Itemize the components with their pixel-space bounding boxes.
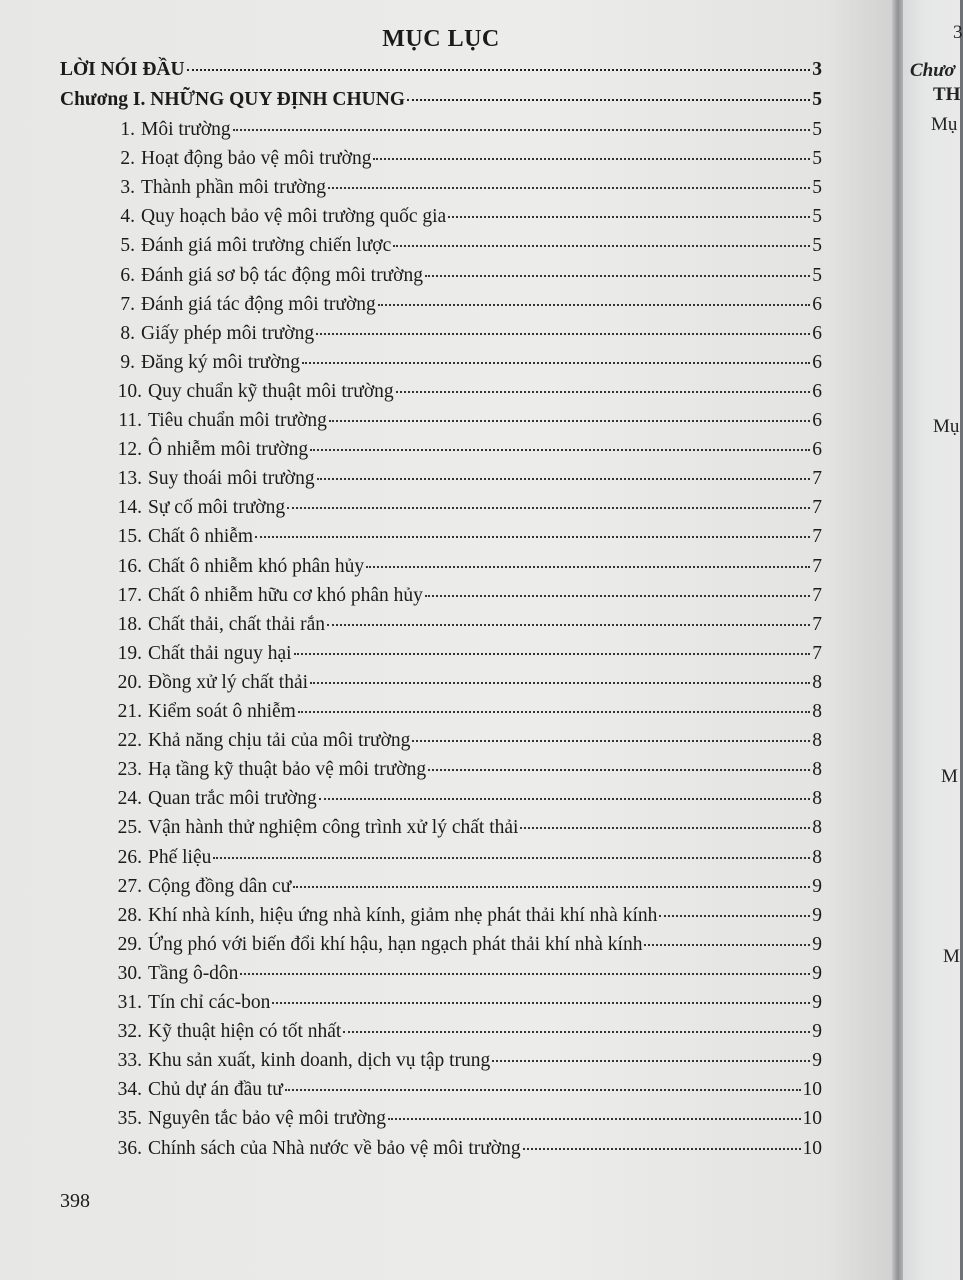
toc-entry-label — [106, 1049, 490, 1073]
toc-entry[interactable] — [106, 729, 822, 753]
toc-entry-label — [99, 293, 376, 317]
page-title: MỤC LỤC — [382, 26, 500, 52]
toc-entry[interactable] — [106, 904, 822, 928]
toc-entry-number: 18. — [117, 614, 142, 635]
toc-entry-title: Đồng xử lý chất thải — [148, 672, 309, 693]
toc-entry-number: 32. — [117, 1021, 142, 1042]
toc-entry-title: Chất thải nguy hại — [148, 643, 292, 664]
toc-entry[interactable] — [106, 962, 822, 986]
toc-entry-number: 16. — [117, 556, 142, 577]
toc-entry-title: Khả năng chịu tải của môi trường — [148, 730, 411, 751]
toc-entry-title: Ô nhiễm môi trường — [148, 439, 309, 460]
toc-entry-title: Chính sách của Nhà nước về bảo vệ môi trường — [148, 1138, 521, 1159]
toc-entry-title: Ứng phó với biến đổi khí hậu, hạn ngạch phát thải khí nhà kính — [148, 934, 643, 955]
toc-entry-page: 8 — [812, 730, 822, 751]
toc-entry-page: 10 — [802, 1108, 822, 1129]
toc-entry-label — [106, 933, 642, 957]
toc-entry-label — [106, 758, 426, 782]
dot-leader — [329, 420, 810, 422]
toc-entry-title: Quy chuẩn kỹ thuật môi trường — [148, 381, 394, 402]
toc-entry-page: 7 — [812, 643, 822, 664]
toc-entry[interactable] — [106, 555, 822, 579]
toc-entry-title: Hạ tầng kỹ thuật bảo vệ môi trường — [148, 759, 427, 780]
toc-entry[interactable] — [106, 846, 822, 870]
toc-entry-title: Chất ô nhiễm — [148, 526, 254, 547]
toc-entry-number: 34. — [117, 1079, 142, 1100]
toc-entry-page: 6 — [812, 352, 822, 373]
toc-entry-title: Kỹ thuật hiện có tốt nhất — [148, 1021, 342, 1042]
toc-entry-title: Chất ô nhiễm hữu cơ khó phân hủy — [148, 585, 423, 606]
toc-entry-page: 5 — [812, 177, 822, 198]
toc-entry-number: 2. — [120, 148, 135, 169]
toc-entry-number: 14. — [117, 497, 142, 518]
dot-leader — [187, 69, 810, 71]
toc-entry-number: 12. — [117, 439, 142, 460]
toc-entry-label — [106, 380, 394, 404]
toc-entry[interactable] — [106, 584, 822, 608]
toc-entry-page: 7 — [812, 556, 822, 577]
adjacent-page-fragment: TH — [933, 84, 961, 105]
dot-leader — [373, 158, 810, 160]
toc-entry-page: 6 — [812, 294, 822, 315]
toc-entry[interactable] — [106, 933, 822, 957]
toc-entry-title: Môi trường — [141, 119, 231, 140]
toc-entry-page: 5 — [812, 206, 822, 227]
toc-entry-label — [106, 904, 657, 928]
dot-leader — [366, 566, 810, 568]
dot-leader — [520, 827, 810, 829]
toc-entry-number: 31. — [117, 992, 142, 1013]
toc-entry[interactable] — [106, 1137, 822, 1161]
adjacent-page-fragment: 3 — [953, 22, 963, 43]
dot-leader — [523, 1148, 801, 1150]
dot-leader — [378, 304, 810, 306]
toc-entry-label — [106, 613, 325, 637]
dot-leader — [407, 99, 810, 101]
dot-leader — [287, 507, 810, 509]
toc-entry-label — [106, 496, 285, 520]
adjacent-page-fragment: Chươ — [910, 60, 955, 81]
toc-entry-label — [106, 729, 410, 753]
toc-entry-number: 3. — [120, 177, 135, 198]
toc-entry-title: Kiểm soát ô nhiễm — [148, 701, 296, 722]
toc-entry-label — [106, 1020, 341, 1044]
toc-entry-page: 3 — [812, 59, 822, 80]
toc-entry[interactable] — [99, 205, 822, 229]
toc-entry[interactable] — [106, 467, 822, 491]
toc-entry[interactable] — [106, 991, 822, 1015]
toc-entry-number: 10. — [117, 381, 142, 402]
toc-entry[interactable] — [106, 409, 822, 433]
toc-chapter-heading[interactable] — [60, 88, 822, 112]
toc-entry-label — [106, 875, 291, 899]
toc-entry-page: 9 — [812, 963, 822, 984]
toc-entry-page: 9 — [812, 1050, 822, 1071]
adjacent-page-fragment: Mụ — [931, 114, 958, 135]
toc-entry-title: Đánh giá sơ bộ tác động môi trường — [141, 265, 423, 286]
toc-entry[interactable] — [106, 1107, 822, 1131]
toc-entry-label — [60, 58, 185, 82]
toc-entry-label — [106, 846, 211, 870]
toc-entry-label — [106, 642, 292, 666]
toc-entry-number: 17. — [117, 585, 142, 606]
dot-leader — [343, 1031, 810, 1033]
toc-entry-number: 25. — [117, 817, 142, 838]
toc-entry[interactable] — [99, 176, 822, 200]
dot-leader — [412, 740, 810, 742]
dot-leader — [272, 1002, 810, 1004]
toc-entry-title: Chủ dự án đầu tư — [148, 1079, 283, 1100]
dot-leader — [644, 944, 810, 946]
adjacent-page-fragment: M — [941, 766, 958, 787]
toc-entry-page: 9 — [812, 905, 822, 926]
toc-entry-page: 5 — [812, 89, 822, 110]
toc-entry-number: 33. — [117, 1050, 142, 1071]
dot-leader — [448, 216, 810, 218]
toc-entry-number: 28. — [117, 905, 142, 926]
toc-entry-title: LỜI NÓI ĐẦU — [60, 59, 185, 80]
toc-entry[interactable] — [106, 758, 822, 782]
toc-entry-number: 19. — [117, 643, 142, 664]
toc-entry-title: Quy hoạch bảo vệ môi trường quốc gia — [141, 206, 447, 227]
dot-leader — [298, 711, 810, 713]
toc-entry[interactable] — [106, 787, 822, 811]
toc-entry-number: 29. — [117, 934, 142, 955]
toc-entry[interactable] — [106, 613, 822, 637]
dot-leader — [213, 857, 810, 859]
toc-entry[interactable] — [99, 147, 822, 171]
toc-entry-label — [106, 1107, 386, 1131]
toc-entry-label — [106, 467, 315, 491]
toc-entry-title: Quan trắc môi trường — [148, 788, 317, 809]
toc-entry-page: 7 — [812, 468, 822, 489]
toc-entry-page: 8 — [812, 788, 822, 809]
toc-entry-label — [60, 88, 405, 112]
toc-entry-page: 9 — [812, 876, 822, 897]
toc-entry-title: Đánh giá tác động môi trường — [141, 294, 376, 315]
toc-entry-page: 9 — [812, 992, 822, 1013]
dot-leader — [293, 886, 810, 888]
toc-entry-number: 26. — [117, 847, 142, 868]
dot-leader — [310, 449, 810, 451]
toc-entry-title: Đánh giá môi trường chiến lược — [141, 235, 392, 256]
dot-leader — [319, 798, 810, 800]
toc-entry-page: 8 — [812, 817, 822, 838]
toc-entry-title: Hoạt động bảo vệ môi trường — [141, 148, 372, 169]
toc-entry-title: Chất ô nhiễm khó phân hủy — [148, 556, 365, 577]
toc-entry-label — [106, 438, 308, 462]
toc-entry-title: Khu sản xuất, kinh doanh, dịch vụ tập trung — [148, 1050, 491, 1071]
toc-entry-label — [99, 205, 446, 229]
toc-entry-title: Chương I. NHỮNG QUY ĐỊNH CHUNG — [60, 89, 405, 110]
toc-entry-page: 5 — [812, 265, 822, 286]
toc-entry-page: 8 — [812, 672, 822, 693]
toc-entry-label — [106, 525, 253, 549]
toc-entry-title: Tín chỉ các-bon — [148, 992, 271, 1013]
toc-entry[interactable] — [106, 816, 822, 840]
toc-entry-title: Phế liệu — [148, 847, 212, 868]
toc-entry-page: 7 — [812, 585, 822, 606]
toc-entry-page: 5 — [812, 119, 822, 140]
toc-entry-label — [99, 234, 391, 258]
toc-entry[interactable] — [106, 671, 822, 695]
toc-entry-page: 6 — [812, 439, 822, 460]
toc-entry-number: 36. — [117, 1138, 142, 1159]
toc-entry-number: 13. — [117, 468, 142, 489]
toc-entry-page: 10 — [802, 1138, 822, 1159]
toc-entry-page: 5 — [812, 235, 822, 256]
toc-entry-number: 21. — [117, 701, 142, 722]
toc-entry-page: 8 — [812, 759, 822, 780]
toc-entry-label — [106, 991, 270, 1015]
dot-leader — [317, 478, 810, 480]
toc-entry[interactable] — [99, 351, 822, 375]
toc-entry-title: Suy thoái môi trường — [148, 468, 315, 489]
dot-leader — [302, 362, 810, 364]
toc-entry-label — [99, 264, 423, 288]
toc-entry[interactable] — [99, 322, 822, 346]
page-number: 398 — [60, 1190, 90, 1212]
dot-leader — [328, 187, 810, 189]
dot-leader — [327, 624, 810, 626]
toc-entry[interactable] — [106, 496, 822, 520]
toc-entry[interactable] — [99, 234, 822, 258]
toc-entry-title: Tiêu chuẩn môi trường — [148, 410, 327, 431]
toc-entry[interactable] — [99, 118, 822, 142]
toc-entry-label — [106, 1137, 521, 1161]
toc-entry-label — [106, 816, 518, 840]
toc-entry-title: Cộng đồng dân cư — [148, 876, 292, 897]
dot-leader — [388, 1118, 800, 1120]
toc-entry-page: 5 — [812, 148, 822, 169]
toc-entry-label — [106, 409, 327, 433]
dot-leader — [240, 973, 810, 975]
dot-leader — [233, 129, 810, 131]
toc-entry-page: 8 — [812, 701, 822, 722]
toc-entry-page: 9 — [812, 1021, 822, 1042]
toc-entry-label — [106, 1078, 283, 1102]
toc-entry-label — [106, 700, 296, 724]
toc-entry[interactable] — [106, 1020, 822, 1044]
toc-entry-number: 6. — [120, 265, 135, 286]
toc-entry-number: 27. — [117, 876, 142, 897]
toc-entry-page: 7 — [812, 497, 822, 518]
toc-entry-title: Thành phần môi trường — [141, 177, 326, 198]
toc-entry[interactable] — [106, 525, 822, 549]
toc-entry-label — [106, 555, 364, 579]
toc-entry[interactable] — [106, 700, 822, 724]
toc-entry-page: 7 — [812, 526, 822, 547]
toc-entry-label — [99, 351, 300, 375]
toc-entry[interactable] — [99, 293, 822, 317]
toc-entry-title: Giấy phép môi trường — [141, 323, 315, 344]
toc-entry-number: 35. — [117, 1108, 142, 1129]
toc-entry[interactable] — [106, 438, 822, 462]
toc-entry-number: 20. — [117, 672, 142, 693]
toc-entry-number: 5. — [120, 235, 135, 256]
dot-leader — [492, 1060, 810, 1062]
toc-entry-page: 6 — [812, 410, 822, 431]
toc-entry-page: 10 — [802, 1079, 822, 1100]
toc-entry[interactable] — [106, 1049, 822, 1073]
toc-entry-label — [99, 176, 326, 200]
dot-leader — [285, 1089, 801, 1091]
toc-front-matter[interactable] — [60, 58, 822, 82]
toc-entry[interactable] — [106, 380, 822, 404]
dot-leader — [659, 915, 810, 917]
toc-entry[interactable] — [106, 1078, 822, 1102]
dot-leader — [428, 769, 810, 771]
toc-entry-page: 6 — [812, 323, 822, 344]
toc-entry-page: 9 — [812, 934, 822, 955]
toc-entry-title: Tầng ô-dôn — [148, 963, 239, 984]
toc-entry[interactable] — [106, 642, 822, 666]
toc-entry-page: 8 — [812, 847, 822, 868]
toc-entry-label — [106, 787, 317, 811]
toc-entry-title: Khí nhà kính, hiệu ứng nhà kính, giảm nhẹ phát thải khí nhà kính — [148, 905, 658, 926]
dot-leader — [316, 333, 810, 335]
toc-entry-label — [106, 962, 238, 986]
toc-entry-label — [99, 322, 314, 346]
toc-entry-number: 15. — [117, 526, 142, 547]
toc-entry-number: 22. — [117, 730, 142, 751]
toc-entry-number: 11. — [118, 410, 142, 431]
adjacent-page-fragment: Mụ — [933, 416, 960, 437]
toc-entry-label — [99, 118, 231, 142]
toc-entry-number: 1. — [120, 119, 135, 140]
dot-leader — [294, 653, 810, 655]
toc-entry-title: Nguyên tắc bảo vệ môi trường — [148, 1108, 387, 1129]
toc-entry-label — [99, 147, 371, 171]
toc-entry-title: Đăng ký môi trường — [141, 352, 300, 373]
dot-leader — [393, 245, 810, 247]
dot-leader — [425, 595, 810, 597]
dot-leader — [310, 682, 810, 684]
dot-leader — [396, 391, 810, 393]
toc-entry-title: Vận hành thử nghiệm công trình xử lý chất thải — [148, 817, 519, 838]
toc-entry-title: Sự cố môi trường — [148, 497, 286, 518]
toc-entry-number: 4. — [120, 206, 135, 227]
toc-entry[interactable] — [106, 875, 822, 899]
toc-entry-page: 6 — [812, 381, 822, 402]
toc-entry-number: 30. — [117, 963, 142, 984]
toc-entry-number: 7. — [120, 294, 135, 315]
toc-entry-title: Chất thải, chất thải rắn — [148, 614, 326, 635]
toc-entry-number: 8. — [120, 323, 135, 344]
dot-leader — [255, 536, 810, 538]
toc-entry-page: 7 — [812, 614, 822, 635]
toc-entry-number: 9. — [120, 352, 135, 373]
dot-leader — [425, 275, 810, 277]
toc-entry-label — [106, 671, 308, 695]
toc-entry[interactable] — [99, 264, 822, 288]
toc-entry-label — [106, 584, 423, 608]
toc-entry-number: 23. — [117, 759, 142, 780]
adjacent-page-fragment: M — [943, 946, 960, 967]
adjacent-page — [903, 0, 963, 1280]
toc-entry-number: 24. — [117, 788, 142, 809]
